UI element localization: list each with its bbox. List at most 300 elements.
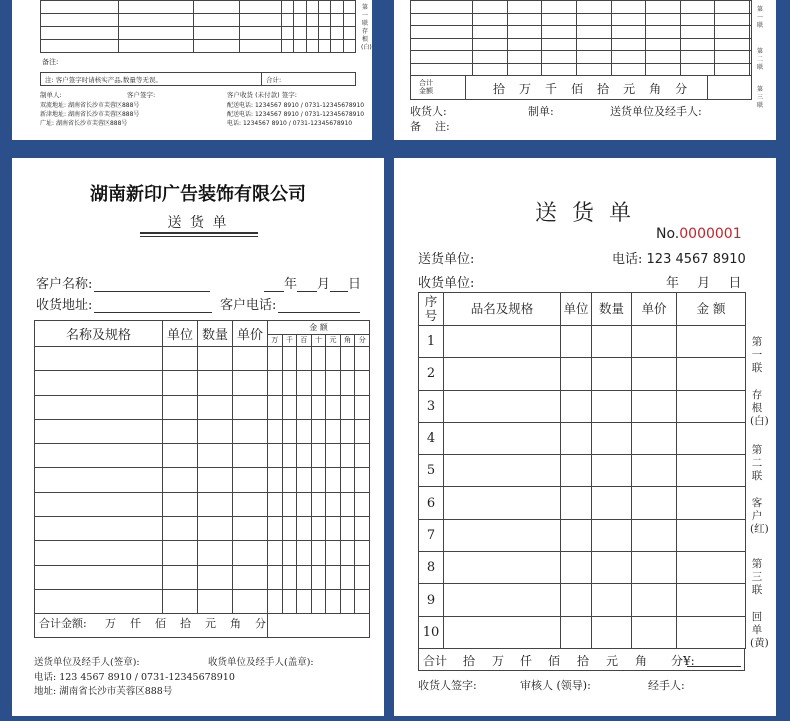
- table-cell: [163, 565, 198, 589]
- bottom-left-address: 地址: 湖南省长沙市芙蓉区888号: [34, 686, 173, 697]
- table-cell: [444, 487, 561, 519]
- table-cell: [318, 27, 330, 40]
- top-right-form: [394, 0, 776, 140]
- table-row: [411, 38, 752, 51]
- table-cell: [35, 395, 163, 419]
- table-cell: [677, 422, 746, 454]
- table-cell: [677, 358, 746, 390]
- table-cell: [646, 13, 681, 26]
- table-row: [35, 419, 370, 443]
- table-cell: [355, 347, 370, 371]
- row-number: 7: [419, 519, 444, 551]
- table-cell: [715, 1, 750, 14]
- table-cell: [677, 487, 746, 519]
- table-cell: [198, 347, 233, 371]
- table-cell: [343, 1, 355, 14]
- table-cell: [355, 419, 370, 443]
- table-cell: [326, 419, 341, 443]
- table-cell: [680, 26, 715, 39]
- table-cell: [576, 51, 611, 64]
- handler-sign: 经手人:: [648, 679, 685, 692]
- total-unit: 合计: [423, 654, 448, 668]
- table-cell: [632, 552, 677, 584]
- table-cell: [163, 419, 198, 443]
- table-cell: [576, 26, 611, 39]
- table-cell: [297, 347, 312, 371]
- table-cell: [198, 492, 233, 516]
- amount-unit: 拾: [493, 82, 506, 96]
- top-left-phones: 配送电话: 1234567 8910 / 0731-12345678910 配送电话: 1234567 8910 / 0731-12345678910 电话: 1234567 8910 / 0731-12345678910: [227, 102, 365, 127]
- column-header: 单位: [561, 293, 592, 326]
- table-cell: [163, 444, 198, 468]
- table-cell: [592, 584, 632, 616]
- table-cell: [750, 1, 752, 14]
- phone-field: 电话: 123 4567 8910: [612, 252, 746, 267]
- table-cell: [326, 347, 341, 371]
- table-cell: [163, 517, 198, 541]
- row-number: 4: [419, 422, 444, 454]
- table-cell: [282, 565, 297, 589]
- table-row: [35, 371, 370, 395]
- table-cell: [282, 541, 297, 565]
- bottom-left-sign-sender: 送货单位及经手人(签章):: [34, 657, 140, 668]
- table-cell: [233, 444, 268, 468]
- table-cell: [35, 492, 163, 516]
- table-cell: [611, 51, 646, 64]
- table-cell: [355, 468, 370, 492]
- table-cell: [318, 40, 330, 53]
- table-cell: [233, 371, 268, 395]
- total-unit: 角: [230, 617, 241, 630]
- table-cell: [715, 38, 750, 51]
- table-cell: [507, 51, 542, 64]
- table-cell: [41, 27, 119, 40]
- table-cell: [331, 40, 343, 53]
- top-right-side-label-2: 第二联: [756, 48, 763, 71]
- column-header: 单位: [163, 321, 198, 347]
- table-cell: [41, 1, 119, 14]
- table-cell: [355, 541, 370, 565]
- table-cell: [35, 419, 163, 443]
- table-cell: [646, 63, 681, 76]
- table-row: [35, 395, 370, 419]
- table-cell: [282, 468, 297, 492]
- table-cell: [592, 390, 632, 422]
- column-header: 名称及规格: [35, 321, 163, 347]
- table-cell: [268, 468, 283, 492]
- row-number: 1: [419, 326, 444, 358]
- table-cell: [233, 541, 268, 565]
- table-cell: [340, 371, 355, 395]
- table-cell: [444, 455, 561, 487]
- table-cell: [268, 419, 283, 443]
- top-right-receiver: 收货人:: [410, 105, 447, 118]
- table-cell: [282, 27, 294, 40]
- table-row: [411, 51, 752, 64]
- table-cell: [632, 584, 677, 616]
- top-right-side-label-1: 第一联: [756, 6, 763, 29]
- table-cell: [233, 347, 268, 371]
- top-left-side-label: 第一联 存根(白): [361, 4, 372, 51]
- table-cell: [35, 347, 163, 371]
- table-cell: [294, 27, 306, 40]
- table-cell: [194, 40, 240, 53]
- table-cell: [35, 517, 163, 541]
- table-cell: [611, 26, 646, 39]
- table-cell: [680, 38, 715, 51]
- table-cell: [355, 492, 370, 516]
- order-number-value: 0000001: [679, 226, 742, 242]
- table-cell: [198, 517, 233, 541]
- table-cell: [198, 395, 233, 419]
- customer-name-field: [36, 273, 210, 292]
- top-left-receipt-sign: 客户收货 (未付款) 签字:: [227, 91, 297, 99]
- table-cell: [611, 38, 646, 51]
- table-cell: [507, 38, 542, 51]
- receiver-unit-label: 收货单位:: [418, 276, 475, 291]
- table-cell: [163, 492, 198, 516]
- table-cell: [340, 468, 355, 492]
- table-cell: [198, 565, 233, 589]
- amount-header: 金 额: [268, 321, 370, 335]
- amount-unit: 千: [282, 334, 297, 346]
- table-cell: [297, 565, 312, 589]
- side-label-copy-2: 第 二 联 客 户 (红): [750, 444, 769, 536]
- table-cell: [297, 517, 312, 541]
- table-cell: [326, 395, 341, 419]
- table-cell: [646, 51, 681, 64]
- table-cell: [233, 468, 268, 492]
- bottom-left-total-units: [105, 615, 280, 631]
- table-cell: [561, 358, 592, 390]
- table-cell: [306, 27, 318, 40]
- table-cell: [233, 395, 268, 419]
- table-cell: [677, 552, 746, 584]
- table-cell: [311, 492, 326, 516]
- table-row: [41, 40, 356, 53]
- amount-unit: 元: [623, 82, 636, 96]
- table-cell: [542, 13, 577, 26]
- table-cell: [119, 14, 194, 27]
- table-cell: [306, 40, 318, 53]
- table-row: [419, 519, 746, 551]
- table-cell: [35, 468, 163, 492]
- table-cell: [198, 444, 233, 468]
- amount-unit: 元: [326, 334, 341, 346]
- table-cell: [326, 444, 341, 468]
- top-left-note-row: [40, 72, 356, 86]
- table-cell: [306, 1, 318, 14]
- total-unit: 分¥:: [671, 654, 695, 668]
- table-cell: [611, 63, 646, 76]
- table-cell: [194, 1, 240, 14]
- total-unit: 仟: [520, 654, 533, 668]
- column-header: 品名及规格: [444, 293, 561, 326]
- table-cell: [311, 419, 326, 443]
- table-cell: [311, 347, 326, 371]
- top-left-customer-sign: 客户签字:: [127, 91, 156, 99]
- bottom-left-table: [34, 320, 370, 614]
- table-cell: [297, 444, 312, 468]
- table-cell: [680, 63, 715, 76]
- total-unit: 元: [205, 617, 216, 630]
- table-cell: [677, 455, 746, 487]
- row-number: 8: [419, 552, 444, 584]
- table-cell: [240, 40, 282, 53]
- column-header: 数量: [592, 293, 632, 326]
- top-left-form: [12, 0, 372, 140]
- table-cell: [677, 616, 746, 648]
- table-cell: [233, 517, 268, 541]
- sender-unit-label: 送货单位:: [418, 252, 475, 267]
- column-header: 金 额: [677, 293, 746, 326]
- table-cell: [411, 1, 473, 14]
- table-cell: [680, 13, 715, 26]
- table-row: [41, 1, 356, 14]
- table-row: [35, 468, 370, 492]
- table-cell: [326, 492, 341, 516]
- table-cell: [592, 519, 632, 551]
- table-cell: [507, 26, 542, 39]
- row-number: 3: [419, 390, 444, 422]
- order-number: No.0000001: [656, 226, 742, 242]
- table-cell: [297, 468, 312, 492]
- table-cell: [411, 26, 473, 39]
- table-cell: [677, 390, 746, 422]
- table-cell: [677, 519, 746, 551]
- bottom-right-table: [418, 292, 746, 649]
- table-cell: [561, 487, 592, 519]
- table-cell: [444, 326, 561, 358]
- table-row: [35, 347, 370, 371]
- table-cell: [561, 326, 592, 358]
- table-row: [419, 422, 746, 454]
- table-cell: [198, 468, 233, 492]
- table-cell: [561, 616, 592, 648]
- table-cell: [507, 13, 542, 26]
- table-cell: [592, 358, 632, 390]
- table-cell: [632, 390, 677, 422]
- top-right-total-label: 合计 金额: [419, 79, 433, 95]
- table-cell: [646, 38, 681, 51]
- table-cell: [343, 14, 355, 27]
- total-amount-line: [687, 666, 741, 667]
- top-right-amount-units: [493, 80, 701, 97]
- bottom-right-total-row: [418, 648, 745, 671]
- table-cell: [677, 584, 746, 616]
- table-cell: [240, 14, 282, 27]
- amount-unit: 万: [519, 82, 532, 96]
- table-cell: [294, 40, 306, 53]
- table-row: [411, 63, 752, 76]
- table-cell: [340, 395, 355, 419]
- table-cell: [473, 1, 508, 14]
- table-cell: [473, 38, 508, 51]
- table-cell: [326, 565, 341, 589]
- header-row: [35, 321, 370, 335]
- side-label-copy-1: 第 一 联 存 根 (白): [750, 336, 769, 428]
- amount-unit: 百: [297, 334, 312, 346]
- table-cell: [163, 468, 198, 492]
- top-right-grid: [410, 0, 752, 76]
- table-cell: [297, 371, 312, 395]
- table-cell: [311, 395, 326, 419]
- table-row: [35, 541, 370, 565]
- total-unit: 拾: [463, 654, 476, 668]
- table-cell: [297, 419, 312, 443]
- table-cell: [268, 395, 283, 419]
- table-cell: [311, 468, 326, 492]
- table-cell: [750, 38, 752, 51]
- table-cell: [592, 326, 632, 358]
- table-row: [35, 492, 370, 516]
- table-cell: [355, 395, 370, 419]
- bottom-right-date: 年 月 日: [666, 276, 742, 291]
- table-cell: [311, 371, 326, 395]
- table-cell: [119, 1, 194, 14]
- amount-unit: 角: [649, 82, 662, 96]
- table-cell: [444, 584, 561, 616]
- table-cell: [542, 1, 577, 14]
- table-cell: [282, 14, 294, 27]
- table-cell: [444, 519, 561, 551]
- row-number: 6: [419, 487, 444, 519]
- table-cell: [561, 455, 592, 487]
- table-row: [419, 358, 746, 390]
- table-cell: [632, 326, 677, 358]
- table-cell: [268, 444, 283, 468]
- table-cell: [750, 26, 752, 39]
- table-cell: [331, 1, 343, 14]
- table-row: [41, 27, 356, 40]
- customer-phone-field: [220, 294, 360, 313]
- table-cell: [340, 565, 355, 589]
- receive-address-field: [36, 294, 212, 313]
- row-number: 9: [419, 584, 444, 616]
- table-cell: [542, 38, 577, 51]
- table-cell: [163, 541, 198, 565]
- table-cell: [561, 519, 592, 551]
- table-cell: [411, 63, 473, 76]
- bottom-left-total-label: 合计金额:: [39, 617, 87, 630]
- table-row: [35, 565, 370, 589]
- top-right-total-row: [410, 76, 752, 100]
- top-right-maker: 制单:: [528, 105, 554, 118]
- table-cell: [592, 487, 632, 519]
- table-row: [419, 455, 746, 487]
- table-row: [419, 487, 746, 519]
- table-cell: [355, 565, 370, 589]
- amount-unit: 拾: [597, 82, 610, 96]
- table-cell: [198, 541, 233, 565]
- table-cell: [561, 552, 592, 584]
- amount-unit: 分: [675, 82, 688, 96]
- table-cell: [163, 347, 198, 371]
- column-header: 数量: [198, 321, 233, 347]
- total-unit: 万: [492, 654, 505, 668]
- amount-unit: 千: [545, 82, 558, 96]
- table-cell: [311, 444, 326, 468]
- table-cell: [355, 517, 370, 541]
- table-cell: [198, 419, 233, 443]
- table-cell: [233, 565, 268, 589]
- table-cell: [542, 63, 577, 76]
- table-cell: [163, 371, 198, 395]
- table-cell: [340, 444, 355, 468]
- table-cell: [340, 419, 355, 443]
- table-cell: [268, 371, 283, 395]
- date-field: 年 月 日: [264, 273, 361, 292]
- table-cell: [473, 63, 508, 76]
- table-row: [411, 1, 752, 14]
- table-row: [411, 26, 752, 39]
- table-cell: [326, 517, 341, 541]
- table-cell: [194, 14, 240, 27]
- table-row: [411, 13, 752, 26]
- table-cell: [35, 565, 163, 589]
- column-header: 单价: [632, 293, 677, 326]
- table-cell: [646, 1, 681, 14]
- table-row: [41, 14, 356, 27]
- table-cell: [444, 358, 561, 390]
- table-cell: [561, 584, 592, 616]
- table-cell: [611, 13, 646, 26]
- table-cell: [411, 38, 473, 51]
- table-cell: [311, 565, 326, 589]
- bottom-left-form: [12, 158, 384, 716]
- table-cell: [632, 422, 677, 454]
- receiver-sign: 收货人签字:: [418, 679, 477, 692]
- top-left-total: 合计:: [266, 76, 282, 84]
- table-cell: [592, 455, 632, 487]
- table-cell: [411, 51, 473, 64]
- table-cell: [632, 455, 677, 487]
- customer-phone-label: 客户电话:: [220, 298, 277, 313]
- table-cell: [294, 14, 306, 27]
- table-cell: [576, 38, 611, 51]
- top-left-grid: [40, 0, 356, 53]
- table-row: [35, 444, 370, 468]
- table-cell: [297, 492, 312, 516]
- table-cell: [282, 395, 297, 419]
- table-cell: [268, 517, 283, 541]
- table-cell: [268, 492, 283, 516]
- top-right-side-label-3: 第三联: [756, 86, 763, 109]
- total-unit: 拾: [180, 617, 191, 630]
- table-row: [419, 616, 746, 648]
- table-cell: [326, 371, 341, 395]
- table-row: [419, 552, 746, 584]
- table-cell: [331, 14, 343, 27]
- table-cell: [592, 422, 632, 454]
- table-cell: [576, 13, 611, 26]
- table-cell: [340, 347, 355, 371]
- table-cell: [473, 51, 508, 64]
- table-cell: [282, 419, 297, 443]
- table-cell: [311, 541, 326, 565]
- table-cell: [750, 51, 752, 64]
- table-cell: [343, 40, 355, 53]
- table-cell: [282, 444, 297, 468]
- bottom-left-title: 送 货 单: [167, 215, 229, 231]
- table-cell: [444, 616, 561, 648]
- total-unit: 分: [255, 617, 266, 630]
- table-row: [419, 584, 746, 616]
- table-cell: [632, 487, 677, 519]
- table-cell: [282, 347, 297, 371]
- table-row: [419, 326, 746, 358]
- table-cell: [592, 552, 632, 584]
